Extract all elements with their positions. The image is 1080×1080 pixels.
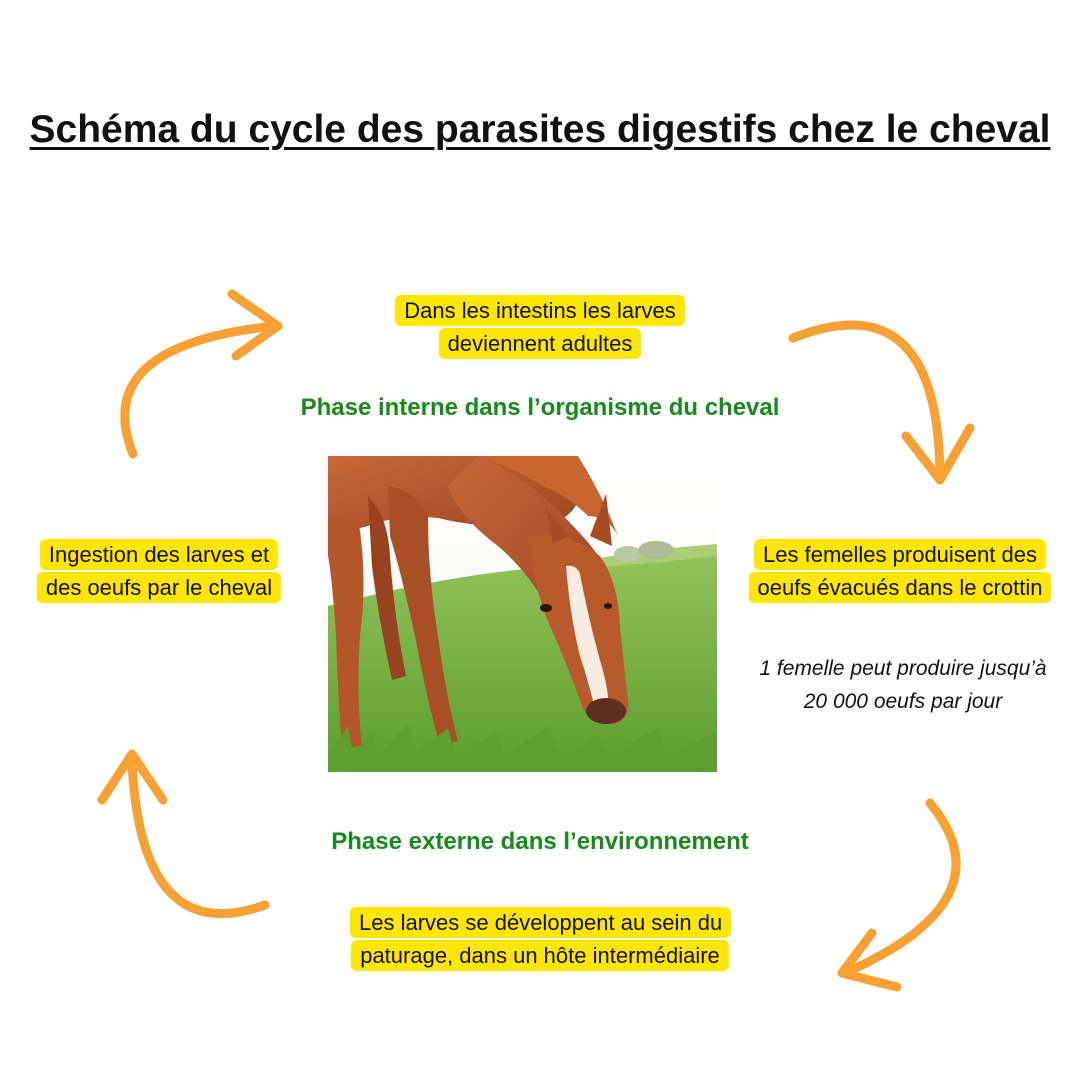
cycle-arrow-icon: [842, 803, 956, 987]
cycle-arrow-icon: [102, 754, 265, 914]
phase-external-label: Phase externe dans l’environnement: [331, 828, 749, 855]
eggs-note: 1 femelle peut produire jusqu’à 20 000 oeufs par jour: [759, 657, 1047, 713]
phase-internal-label: Phase interne dans l’organisme du cheval: [300, 394, 780, 421]
diagram-title: Schéma du cycle des parasites digestifs chez le cheval: [29, 108, 1051, 151]
step-bottom-label: Les larves se développent au sein du paturage, dans un hôte intermédiaire: [350, 907, 731, 971]
step-right-label: Les femelles produisent des oeufs évacués dans le crottin: [749, 539, 1052, 603]
cycle-arrow-icon: [793, 325, 970, 480]
step-left-label: Ingestion des larves et des oeufs par le cheval: [37, 539, 281, 603]
step-top-label: Dans les intestins les larves deviennent adultes: [395, 295, 684, 359]
cycle-arrow-icon: [125, 294, 278, 454]
